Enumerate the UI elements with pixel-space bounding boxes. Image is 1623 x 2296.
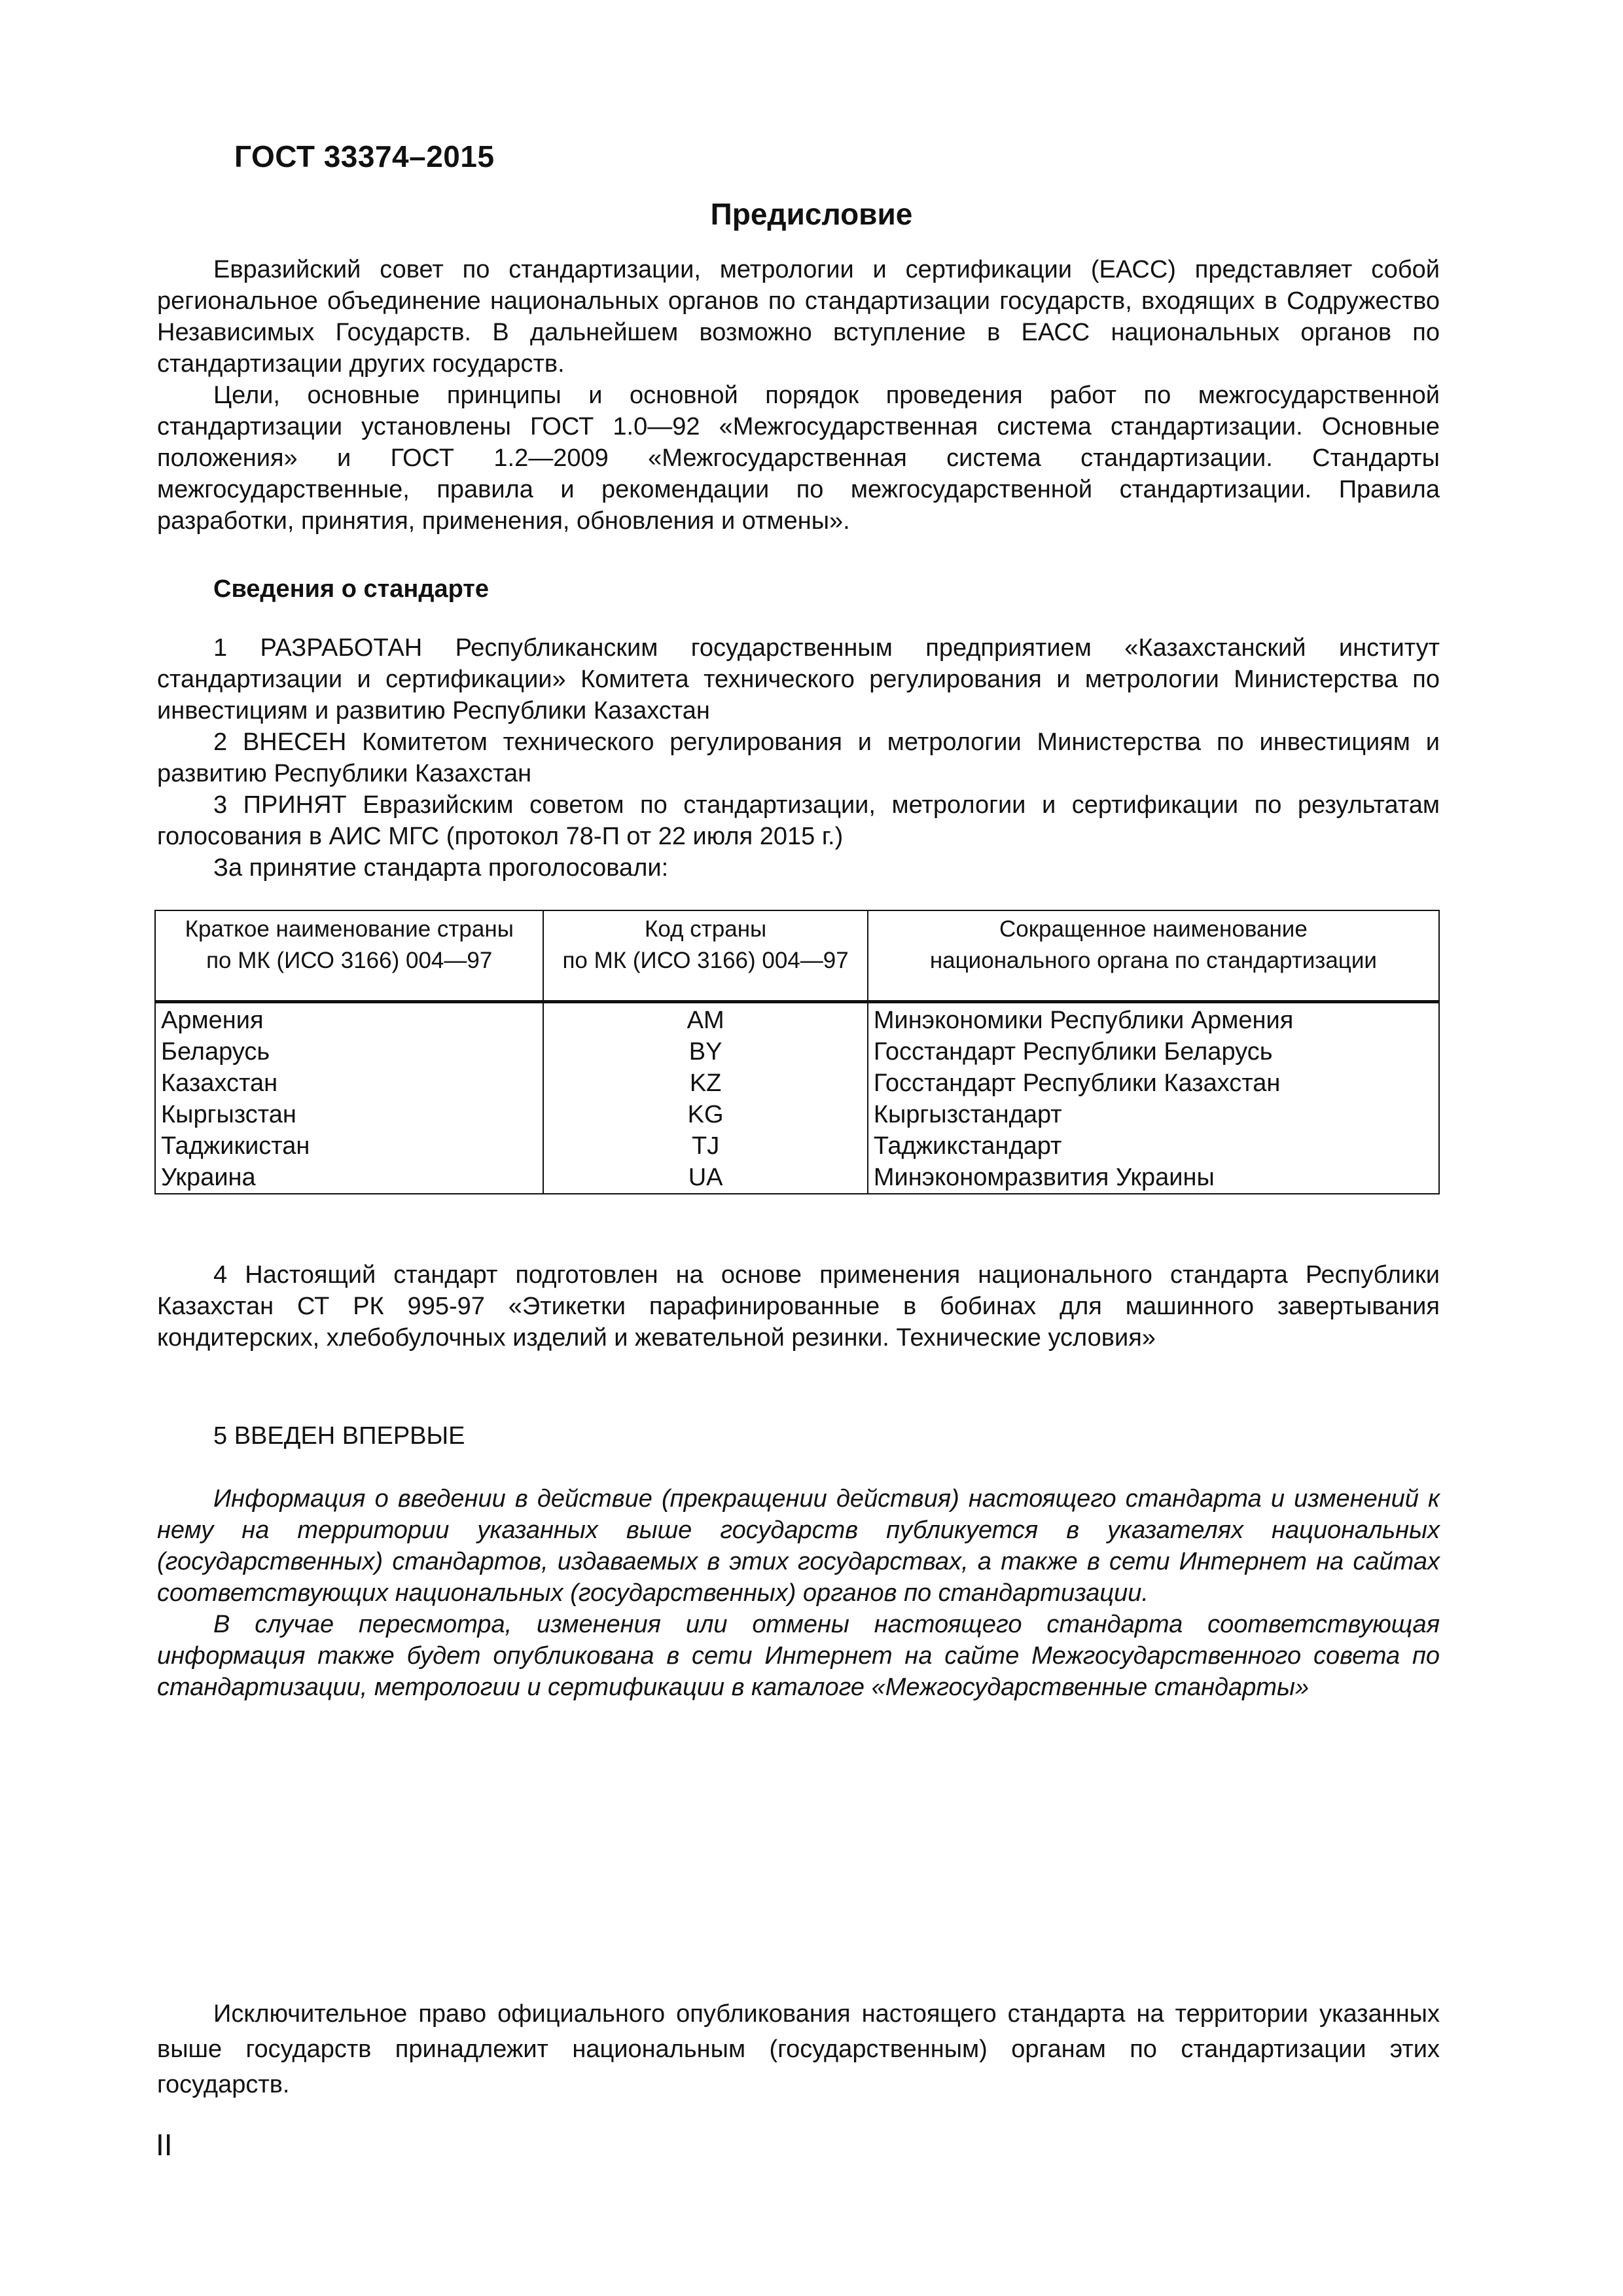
body-cell: Госстандарт Республики Беларусь [868, 1036, 1439, 1067]
info-item-3: 3 ПРИНЯТ Евразийским советом по стандартизации, метрологии и сертификации по результатам голосования в АИС МГС (протокол 78-П от 22 июля 2015 г.) [157, 791, 1440, 850]
item-5-section [157, 1420, 1440, 1452]
country-cell: Беларусь [155, 1036, 543, 1067]
intro-paragraph: Цели, основные принципы и основной порядок проведения работ по межгосударственной стандартизации установлены ГОСТ 1.0—92 «Межгосударственная система стандартизации. Основные положения» и ГОСТ 1.2—2009 «Межгосударственная система стандартизации. Стандарты межгосударственные, правила и рекомендации по межгосударственной стандартизации. Правила разработки, принятия, применения, обновления и отмены». [157, 382, 1440, 535]
info-item-5: 5 ВВЕДЕН ВПЕРВЫЕ [213, 1422, 465, 1450]
table-header-row [155, 910, 1439, 1002]
notice-paragraph: В случае пересмотра, изменения или отмены настоящего стандарта соответствующая информация также будет опубликована в сети Интернет на сайте Межгосударственного совета по стандартизации, метрологии и сертификации в каталоге «Межгосударственные стандарты» [157, 1611, 1440, 1701]
code-cell: TJ [543, 1130, 867, 1162]
code-cell: KZ [543, 1067, 867, 1099]
table-row [155, 1002, 1439, 1037]
header-country: Краткое наименование страны по МК (ИСО 3166) 004—97 [155, 910, 543, 1002]
table-row [155, 1036, 1439, 1067]
item-4-section [157, 1259, 1440, 1354]
country-cell: Казахстан [155, 1067, 543, 1099]
notice-section [157, 1483, 1440, 1703]
body-cell: Госстандарт Республики Казахстан [868, 1067, 1439, 1099]
intro-section [157, 254, 1440, 537]
header-body: Сокращенное наименование национального органа по стандартизации [868, 910, 1439, 1002]
code-cell: KG [543, 1099, 867, 1130]
body-cell: Кыргызстандарт [868, 1099, 1439, 1130]
info-item-4: 4 Настоящий стандарт подготовлен на основе применения национального стандарта Республики Казахстан СТ РК 995-97 «Этикетки парафинированные в бобинах для машинного завертывания кондитерских, хлебобулочных изделий и жевательной резинки. Технические условия» [157, 1261, 1440, 1352]
country-cell: Таджикистан [155, 1130, 543, 1162]
code-cell: BY [543, 1036, 867, 1067]
table-row [155, 1130, 1439, 1162]
country-cell: Армения [155, 1002, 543, 1037]
code-cell: AM [543, 1002, 867, 1037]
code-cell: UA [543, 1162, 867, 1194]
standard-info-heading: Сведения о стандарте [213, 575, 490, 603]
table-row [155, 1162, 1439, 1194]
page-number: II [156, 2128, 173, 2162]
body-cell: Минэкономики Республики Армения [868, 1002, 1439, 1037]
page-title: Предисловие [710, 197, 913, 231]
document-code: ГОСТ 33374–2015 [234, 139, 495, 173]
vote-table [154, 910, 1440, 1194]
info-item-1: 1 РАЗРАБОТАН Республиканским государственным предприятием «Казахстанский институт стандартизации и сертификации» Комитета технического регулирования и метрологии Министерства по инвестициям и развитию Республики Казахстан [157, 634, 1440, 725]
intro-paragraph: Евразийский совет по стандартизации, метрологии и сертификации (ЕАСС) представляет собой региональное объединение национальных органов по стандартизации государств, входящих в Содружество Независимых Государств. В дальнейшем возможно вступление в ЕАСС национальных органов по стандартизации других государств. [157, 256, 1440, 378]
vote-intro: За принятие стандарта проголосовали: [213, 854, 669, 882]
standard-info-section [157, 632, 1440, 884]
rights-section [157, 1996, 1440, 2102]
table-row [155, 1067, 1439, 1099]
body-cell: Таджикстандарт [868, 1130, 1439, 1162]
header-code: Код страны по МК (ИСО 3166) 004—97 [543, 910, 867, 1002]
rights-paragraph: Исключительное право официального опубликования настоящего стандарта на территории указанных выше государств принадлежит национальным (государственным) органам по стандартизации этих государств. [157, 2000, 1440, 2098]
country-cell: Украина [155, 1162, 543, 1194]
country-cell: Кыргызстан [155, 1099, 543, 1130]
body-cell: Минэкономразвития Украины [868, 1162, 1439, 1194]
info-item-2: 2 ВНЕСЕН Комитетом технического регулирования и метрологии Министерства по инвестициям и развитию Республики Казахстан [157, 728, 1440, 787]
table-row [155, 1099, 1439, 1130]
notice-paragraph: Информация о введении в действие (прекращении действия) настоящего стандарта и изменений к нему на территории указанных выше государств публикуется в указателях национальных (государственных) стандартов, издаваемых в этих государствах, а также в сети Интернет на сайтах соответствующих национальных (государственных) органов по стандартизации. [157, 1485, 1440, 1607]
